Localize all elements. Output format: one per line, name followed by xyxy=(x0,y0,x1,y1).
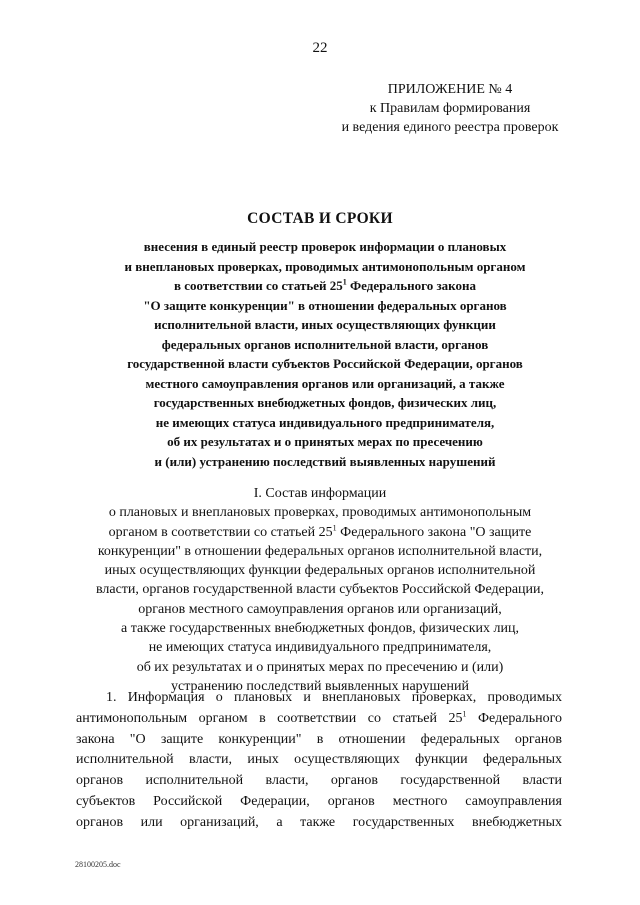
subtitle-line: исполнительной власти, иных осуществляющих функции xyxy=(154,317,496,332)
section-line xyxy=(60,523,580,542)
subtitle-line: внесения в единый реестр проверок информации о плановых xyxy=(143,239,507,254)
file-name-footer: 28100205.doc xyxy=(75,860,121,869)
subtitle-line: и внеплановых проверках, проводимых антимонопольным органом xyxy=(124,258,526,274)
paragraph-text: антимонопольным органом в соответствии со статьей 25 xyxy=(76,710,463,726)
appendix-line: к Правилам формирования xyxy=(369,101,531,116)
document-title: СОСТАВ И СРОКИ xyxy=(247,210,393,227)
body-paragraph xyxy=(76,688,562,834)
section-heading xyxy=(60,484,580,696)
subtitle-line xyxy=(60,276,590,296)
section-line: иных осуществляющих функции федеральных органов исполнительной xyxy=(104,563,536,579)
subtitle-line: об их результатах и о принятых мерах по пресечению xyxy=(167,434,483,449)
subtitle-line: "О защите конкуренции" в отношении федеральных органов xyxy=(143,297,507,313)
subtitle-line: и (или) устранению последствий выявленных нарушений xyxy=(154,453,496,469)
document-subtitle xyxy=(60,237,590,471)
paragraph-text: Федерального xyxy=(466,710,562,726)
subtitle-text: Федерального закона xyxy=(346,278,476,293)
section-line: органов местного самоуправления органов или организаций, xyxy=(138,601,502,617)
paragraph-line: исполнительной власти, иных осуществляющих функции федеральных xyxy=(76,752,562,768)
paragraph-line: органов или организаций, а также государственных внебюджетных xyxy=(76,814,562,830)
paragraph-line: субъектов Российской Федерации, органов местного самоуправления xyxy=(76,793,562,809)
paragraph-line xyxy=(76,709,562,730)
appendix-line: и ведения единого реестра проверок xyxy=(341,120,559,135)
section-text: Федерального закона "О защите xyxy=(336,524,532,540)
section-line: не имеющих статуса индивидуального предпринимателя, xyxy=(148,640,492,656)
section-text: органом в соответствии со статьей 25 xyxy=(108,524,333,540)
subtitle-text: в соответствии со статьей 25 xyxy=(174,278,343,293)
page-number: 22 xyxy=(312,40,328,56)
section-line: о плановых и внеплановых проверках, проводимых антимонопольным xyxy=(108,505,532,521)
subtitle-line: местного самоуправления органов или организаций, а также xyxy=(145,375,505,391)
section-line: устранению последствий выявленных нарушений xyxy=(171,678,469,694)
paragraph-line: закона "О защите конкуренции" в отношении федеральных органов xyxy=(76,731,562,747)
section-line: а также государственных внебюджетных фондов, физических лиц, xyxy=(121,621,519,637)
superscript: 1 xyxy=(462,709,467,719)
section-line: конкуренции" в отношении федеральных органов исполнительной власти, xyxy=(97,543,543,559)
appendix-title: ПРИЛОЖЕНИЕ № 4 xyxy=(387,82,513,97)
appendix-header xyxy=(300,80,600,137)
subtitle-line: государственной власти субъектов Российской Федерации, органов xyxy=(127,356,523,371)
subtitle-line: федеральных органов исполнительной власти, органов xyxy=(161,336,489,352)
section-line: об их результатах и о принятых мерах по пресечению и (или) xyxy=(136,659,504,675)
paragraph-line: органов исполнительной власти, органов государственной власти xyxy=(76,773,562,789)
subtitle-line: государственных внебюджетных фондов, физических лиц, xyxy=(153,395,497,410)
section-title: I. Состав информации xyxy=(253,486,387,501)
section-line: власти, органов государственной власти субъектов Российской Федерации, xyxy=(95,582,545,598)
superscript: 1 xyxy=(332,522,337,532)
superscript: 1 xyxy=(342,277,347,287)
paragraph-line: 1. Информация о плановых и внеплановых проверках, проводимых xyxy=(106,690,562,705)
subtitle-line: не имеющих статуса индивидуального предпринимателя, xyxy=(155,414,495,430)
